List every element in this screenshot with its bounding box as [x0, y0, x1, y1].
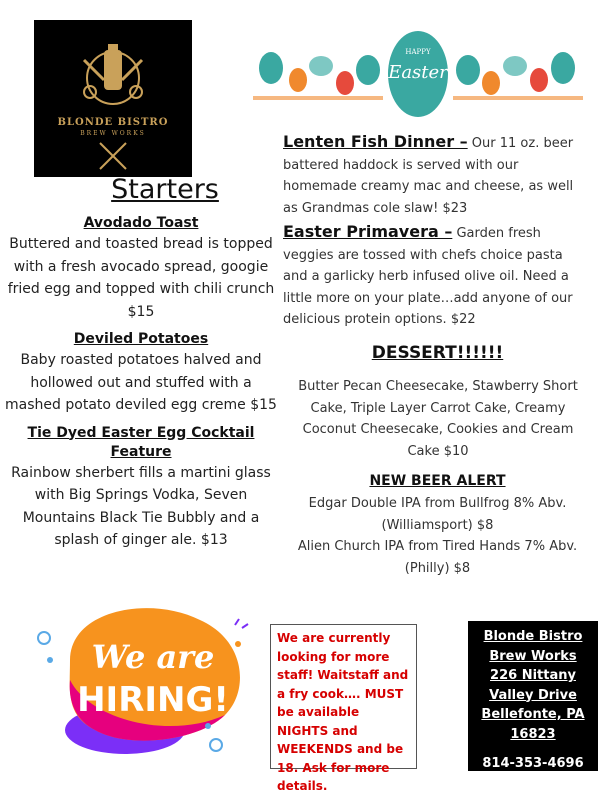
- logo-subtitle: BREW WORKS: [80, 130, 146, 137]
- banner-happy: HAPPY: [405, 48, 431, 56]
- hiring-line2: HIRING!: [77, 680, 229, 720]
- starter-desc: Rainbow sherbert fills a martini glass with Big Springs Vodka, Seven Mountains Black Tie Bubbly and a splash of ginger ale. $13: [11, 464, 271, 548]
- starter-title: Tie Dyed Easter Egg Cocktail Feature: [27, 424, 255, 460]
- logo-name: BLONDE BISTRO: [57, 117, 169, 128]
- restaurant-logo: [34, 20, 192, 177]
- special-item: [283, 131, 588, 219]
- address-line: 226 Nittany Valley Drive: [489, 668, 577, 703]
- special-item: [283, 221, 588, 331]
- starter-desc: Baby roasted potatoes halved and hollowed out and stuffed with a mashed potato deviled egg creme $15: [5, 352, 277, 413]
- starters-list: [5, 214, 277, 552]
- starter-desc: Buttered and toasted bread is topped with a fresh avocado spread, googie fried egg and topped with chili crunch $15: [7, 236, 275, 320]
- address-line: Blonde Bistro: [483, 629, 583, 644]
- specials-list: [283, 131, 588, 331]
- easter-banner: [253, 28, 583, 120]
- dessert-text: Butter Pecan Cheesecake, Stawberry Short Cake, Triple Layer Carrot Cake, Creamy Coconut Cheesecake, Cookies and Cream Cake $10: [298, 379, 578, 459]
- starter-title: Deviled Potatoes: [73, 331, 209, 347]
- brewery-emblem-icon: [34, 20, 192, 120]
- special-desc: Garden fresh veggies are tossed with chefs choice pasta and a garlicky herb infused olive oil. Need a little more on your plate…add anyone of our delicious protein options. $22: [283, 226, 573, 327]
- address-line: Brew Works: [489, 648, 577, 664]
- hiring-graphic: [30, 600, 260, 764]
- special-title: Lenten Fish Dinner –: [283, 132, 468, 151]
- staff-notice: We are currently looking for more staff! Waitstaff and a fry cook…. MUST be available NIGHTS and WEEKENDS and be 18. Ask for more details.: [270, 624, 417, 769]
- address-box: [468, 621, 598, 771]
- dessert-heading: DESSERT!!!!!!: [371, 343, 504, 363]
- starter-item: [5, 424, 277, 552]
- beer-item: Edgar Double IPA from Bullfrog 8% Abv. (Williamsport) $8: [308, 496, 567, 533]
- beer-heading: NEW BEER ALERT: [369, 473, 506, 489]
- address-phone: 814-353-4696: [482, 756, 584, 771]
- beer-item: Alien Church IPA from Tired Hands 7% Abv. (Philly) $8: [297, 539, 578, 576]
- starter-title: Avodado Toast: [83, 215, 199, 231]
- address-line: Bellefonte, PA 16823: [481, 707, 585, 742]
- special-title: Easter Primavera –: [283, 222, 453, 241]
- beer-list: [283, 493, 592, 579]
- hiring-line1: We are: [91, 638, 215, 676]
- starter-item: [5, 330, 277, 417]
- starter-item: [5, 214, 277, 323]
- starters-heading: Starters: [111, 174, 219, 205]
- special-desc: Our 11 oz. beer battered haddock is served with our homemade creamy mac and cheese, as well as Grandmas cole slaw! $23: [283, 136, 574, 216]
- banner-easter: Easter: [388, 62, 448, 83]
- fork-knife-icon: [34, 137, 192, 177]
